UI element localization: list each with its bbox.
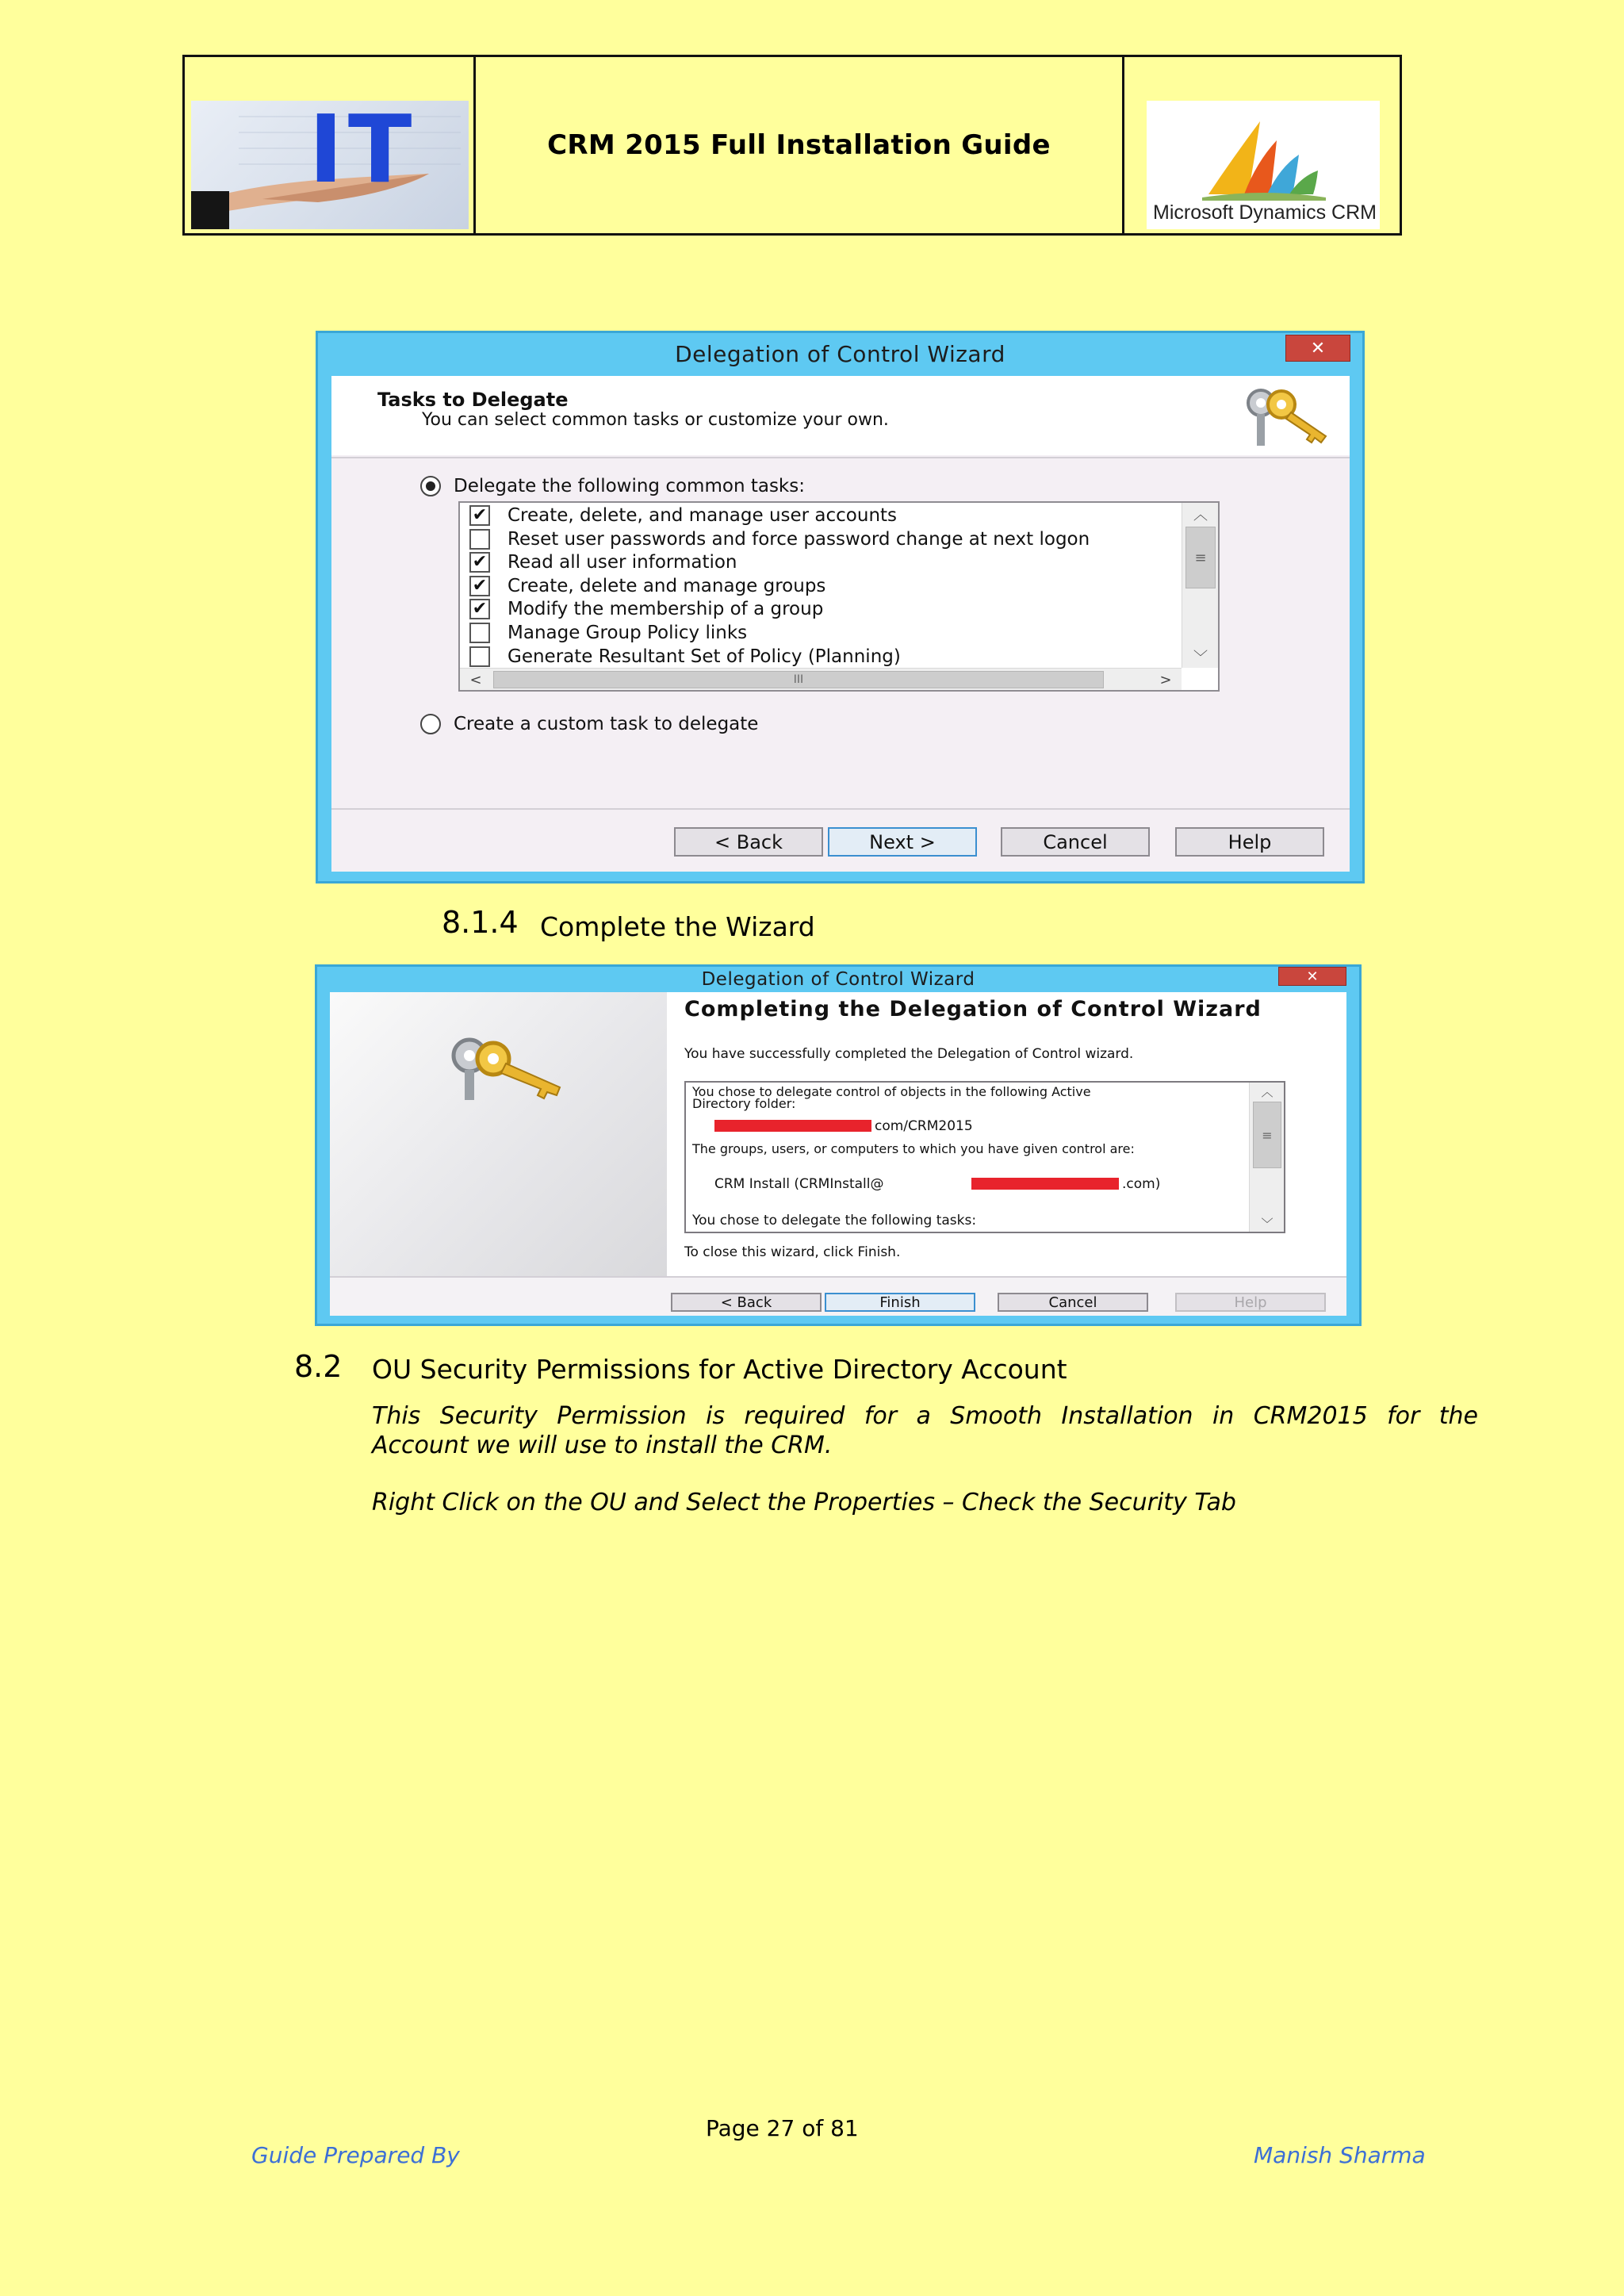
keys-icon — [1243, 384, 1332, 450]
section-8-1-4-title: Complete the Wizard — [540, 911, 815, 942]
task-label: Create, delete, and manage user accounts — [508, 505, 898, 526]
task-label: Read all user information — [508, 552, 737, 573]
vertical-scrollbar[interactable] — [1182, 503, 1218, 668]
custom-task-label: Create a custom task to delegate — [454, 714, 759, 734]
task-label: Create, delete and manage groups — [508, 575, 826, 596]
dialog-title: Delegation of Control Wizard — [701, 969, 975, 990]
checkbox-unchecked-icon[interactable] — [469, 529, 490, 550]
wizard-header-area — [331, 376, 1350, 455]
it-logo — [191, 101, 469, 229]
delegation-wizard-tasks-dialog — [316, 331, 1365, 884]
header-title-cell — [476, 57, 1124, 233]
footer-separator — [330, 1276, 1346, 1278]
footer-prepared-by: Guide Prepared By — [251, 2142, 460, 2168]
wizard-side-panel — [330, 992, 667, 1276]
document-title: CRM 2015 Full Installation Guide — [547, 129, 1051, 161]
summary-folder-path: com/CRM2015 — [875, 1118, 973, 1134]
completion-intro: You have successfully completed the Delegation of Control wizard. — [684, 1046, 1134, 1062]
back-button[interactable]: < Back — [674, 827, 823, 857]
dialog-content — [331, 376, 1350, 872]
dynamics-crm-logo — [1147, 101, 1380, 229]
section-8-2-number: 8.2 — [294, 1349, 343, 1384]
scroll-thumb[interactable]: ≡ — [1185, 527, 1216, 588]
checkbox-unchecked-icon[interactable] — [469, 623, 490, 643]
close-hint: To close this wizard, click Finish. — [684, 1244, 901, 1260]
wizard-main-panel — [667, 992, 1346, 1276]
checkbox-unchecked-icon[interactable] — [469, 646, 490, 667]
dialog-title: Delegation of Control Wizard — [675, 340, 1005, 367]
checkbox-checked-icon[interactable]: ✔ — [469, 599, 490, 619]
scroll-up-arrow-icon[interactable]: ︿ — [1261, 1084, 1274, 1099]
cancel-button[interactable]: Cancel — [1001, 827, 1150, 857]
footer-separator — [331, 808, 1350, 810]
summary-groups-intro: The groups, users, or computers to which you have given control are: — [692, 1141, 1135, 1156]
scroll-down-arrow-icon[interactable]: ﹀ — [1193, 650, 1208, 666]
header-right-cell — [1124, 57, 1400, 233]
help-button[interactable]: Help — [1175, 1293, 1326, 1312]
delegation-wizard-complete-dialog — [315, 964, 1362, 1326]
finish-button[interactable]: Finish — [825, 1293, 975, 1312]
footer-author: Manish Sharma — [1254, 2142, 1426, 2168]
it-logo-text: IT — [308, 101, 417, 204]
scroll-up-arrow-icon[interactable]: ︿ — [1193, 507, 1208, 523]
right-click-instruction: Right Click on the OU and Select the Properties – Check the Security Tab — [372, 1489, 1236, 1516]
common-tasks-list[interactable] — [458, 501, 1220, 692]
summary-scrollbar[interactable] — [1249, 1083, 1284, 1232]
task-item[interactable] — [469, 574, 825, 598]
checkbox-checked-icon[interactable]: ✔ — [469, 505, 490, 526]
task-label: Modify the membership of a group — [508, 599, 824, 620]
hscroll-thumb[interactable]: III — [493, 671, 1104, 688]
dynamics-crm-logo-text: Microsoft Dynamics CRM — [1153, 201, 1377, 224]
scroll-right-arrow-icon[interactable]: > — [1159, 671, 1172, 688]
checkbox-checked-icon[interactable]: ✔ — [469, 552, 490, 573]
task-item[interactable] — [469, 645, 901, 668]
close-button[interactable]: ✕ — [1278, 967, 1346, 986]
page-number: Page 27 of 81 — [706, 2115, 859, 2141]
task-items — [460, 503, 1182, 668]
summary-folder-intro: You chose to delegate control of objects in the following Active Directory folder: — [692, 1084, 1091, 1111]
task-item[interactable] — [469, 504, 897, 527]
task-label: Generate Resultant Set of Policy (Planning) — [508, 646, 901, 667]
summary-account-prefix: CRM Install (CRMInstall@ — [714, 1176, 884, 1192]
close-button[interactable]: ✕ — [1285, 335, 1350, 362]
wizard-heading: Tasks to Delegate — [377, 389, 569, 411]
custom-task-radio[interactable] — [420, 714, 441, 734]
completion-heading: Completing the Delegation of Control Wizard — [684, 997, 1262, 1022]
dialog-content — [330, 992, 1346, 1316]
header-left-cell — [185, 57, 476, 233]
task-label: Reset user passwords and force password change at next logon — [508, 528, 1090, 550]
redacted-domain — [714, 1120, 871, 1132]
wizard-subheading: You can select common tasks or customize your own. — [422, 410, 889, 430]
summary-account-suffix: .com) — [1122, 1176, 1161, 1192]
document-header — [182, 55, 1402, 236]
section-8-2-title: OU Security Permissions for Active Directory Account — [372, 1354, 1067, 1385]
checkbox-checked-icon[interactable]: ✔ — [469, 576, 490, 596]
horizontal-scrollbar[interactable] — [460, 668, 1182, 690]
scroll-down-arrow-icon[interactable]: ﹀ — [1261, 1216, 1274, 1231]
security-permission-paragraph-line2: Account we will use to install the CRM. — [372, 1432, 833, 1459]
cancel-button[interactable]: Cancel — [998, 1293, 1148, 1312]
section-8-1-4-number: 8.1.4 — [442, 905, 519, 940]
task-item[interactable] — [469, 550, 737, 574]
redacted-account-domain — [971, 1178, 1119, 1190]
scroll-left-arrow-icon[interactable]: < — [469, 671, 482, 688]
task-item[interactable] — [469, 597, 823, 621]
next-button[interactable]: Next > — [828, 827, 977, 857]
summary-textbox[interactable] — [684, 1081, 1285, 1233]
scroll-thumb[interactable]: ≡ — [1253, 1102, 1281, 1168]
security-permission-paragraph-line1: This Security Permission is required for a Smooth Installation in CRM2015 for the — [372, 1402, 1478, 1430]
delegate-common-tasks-radio[interactable] — [420, 476, 441, 496]
header-separator — [331, 457, 1350, 458]
delegate-common-tasks-label: Delegate the following common tasks: — [454, 476, 805, 496]
summary-tasks-intro: You chose to delegate the following tasks: — [692, 1213, 977, 1228]
task-item[interactable] — [469, 527, 1090, 551]
back-button[interactable]: < Back — [671, 1293, 822, 1312]
task-label: Manage Group Policy links — [508, 623, 748, 643]
task-item[interactable] — [469, 621, 747, 645]
keys-icon — [441, 1032, 568, 1103]
help-button[interactable]: Help — [1175, 827, 1324, 857]
